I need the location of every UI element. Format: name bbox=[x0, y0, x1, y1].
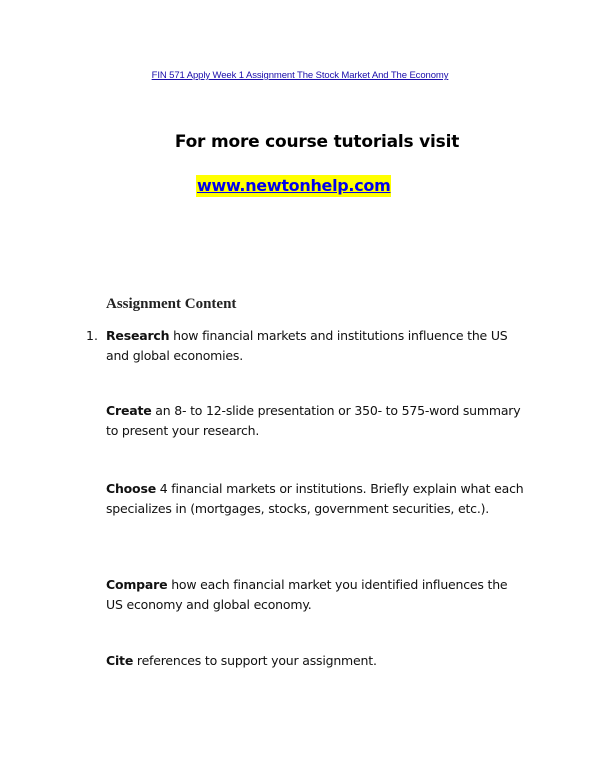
item-verb: Create bbox=[106, 403, 152, 418]
list-item-compare bbox=[106, 575, 526, 615]
item-text: an 8- to 12-slide presentation or 350- to 575-word summary to present your research. bbox=[106, 403, 521, 438]
item-verb: Choose bbox=[106, 481, 156, 496]
promo-heading: For more course tutorials visit bbox=[174, 132, 460, 152]
list-item-choose bbox=[106, 479, 526, 519]
item-verb: Compare bbox=[106, 577, 168, 592]
item-text: how financial markets and institutions influence the US and global economies. bbox=[106, 328, 508, 363]
website-link[interactable]: www.newtonhelp.com bbox=[197, 176, 391, 195]
document-title-link[interactable]: FIN 571 Apply Week 1 Assignment The Stock Market And The Economy bbox=[151, 70, 449, 81]
item-text: how each financial market you identified influences the US economy and global economy. bbox=[106, 577, 508, 612]
list-item-cite bbox=[106, 651, 526, 671]
item-text: 4 financial markets or institutions. Briefly explain what each specializes in (mortgages, stocks, government securities, etc.). bbox=[106, 481, 524, 516]
item-verb: Research bbox=[106, 328, 170, 343]
promo-link-container bbox=[196, 175, 391, 197]
list-number: 1. bbox=[86, 328, 98, 343]
item-verb: Cite bbox=[106, 653, 134, 668]
list-item-create bbox=[106, 401, 526, 441]
list-item-research bbox=[106, 326, 526, 366]
assignment-heading: Assignment Content bbox=[106, 296, 237, 312]
item-text: references to support your assignment. bbox=[133, 653, 377, 668]
